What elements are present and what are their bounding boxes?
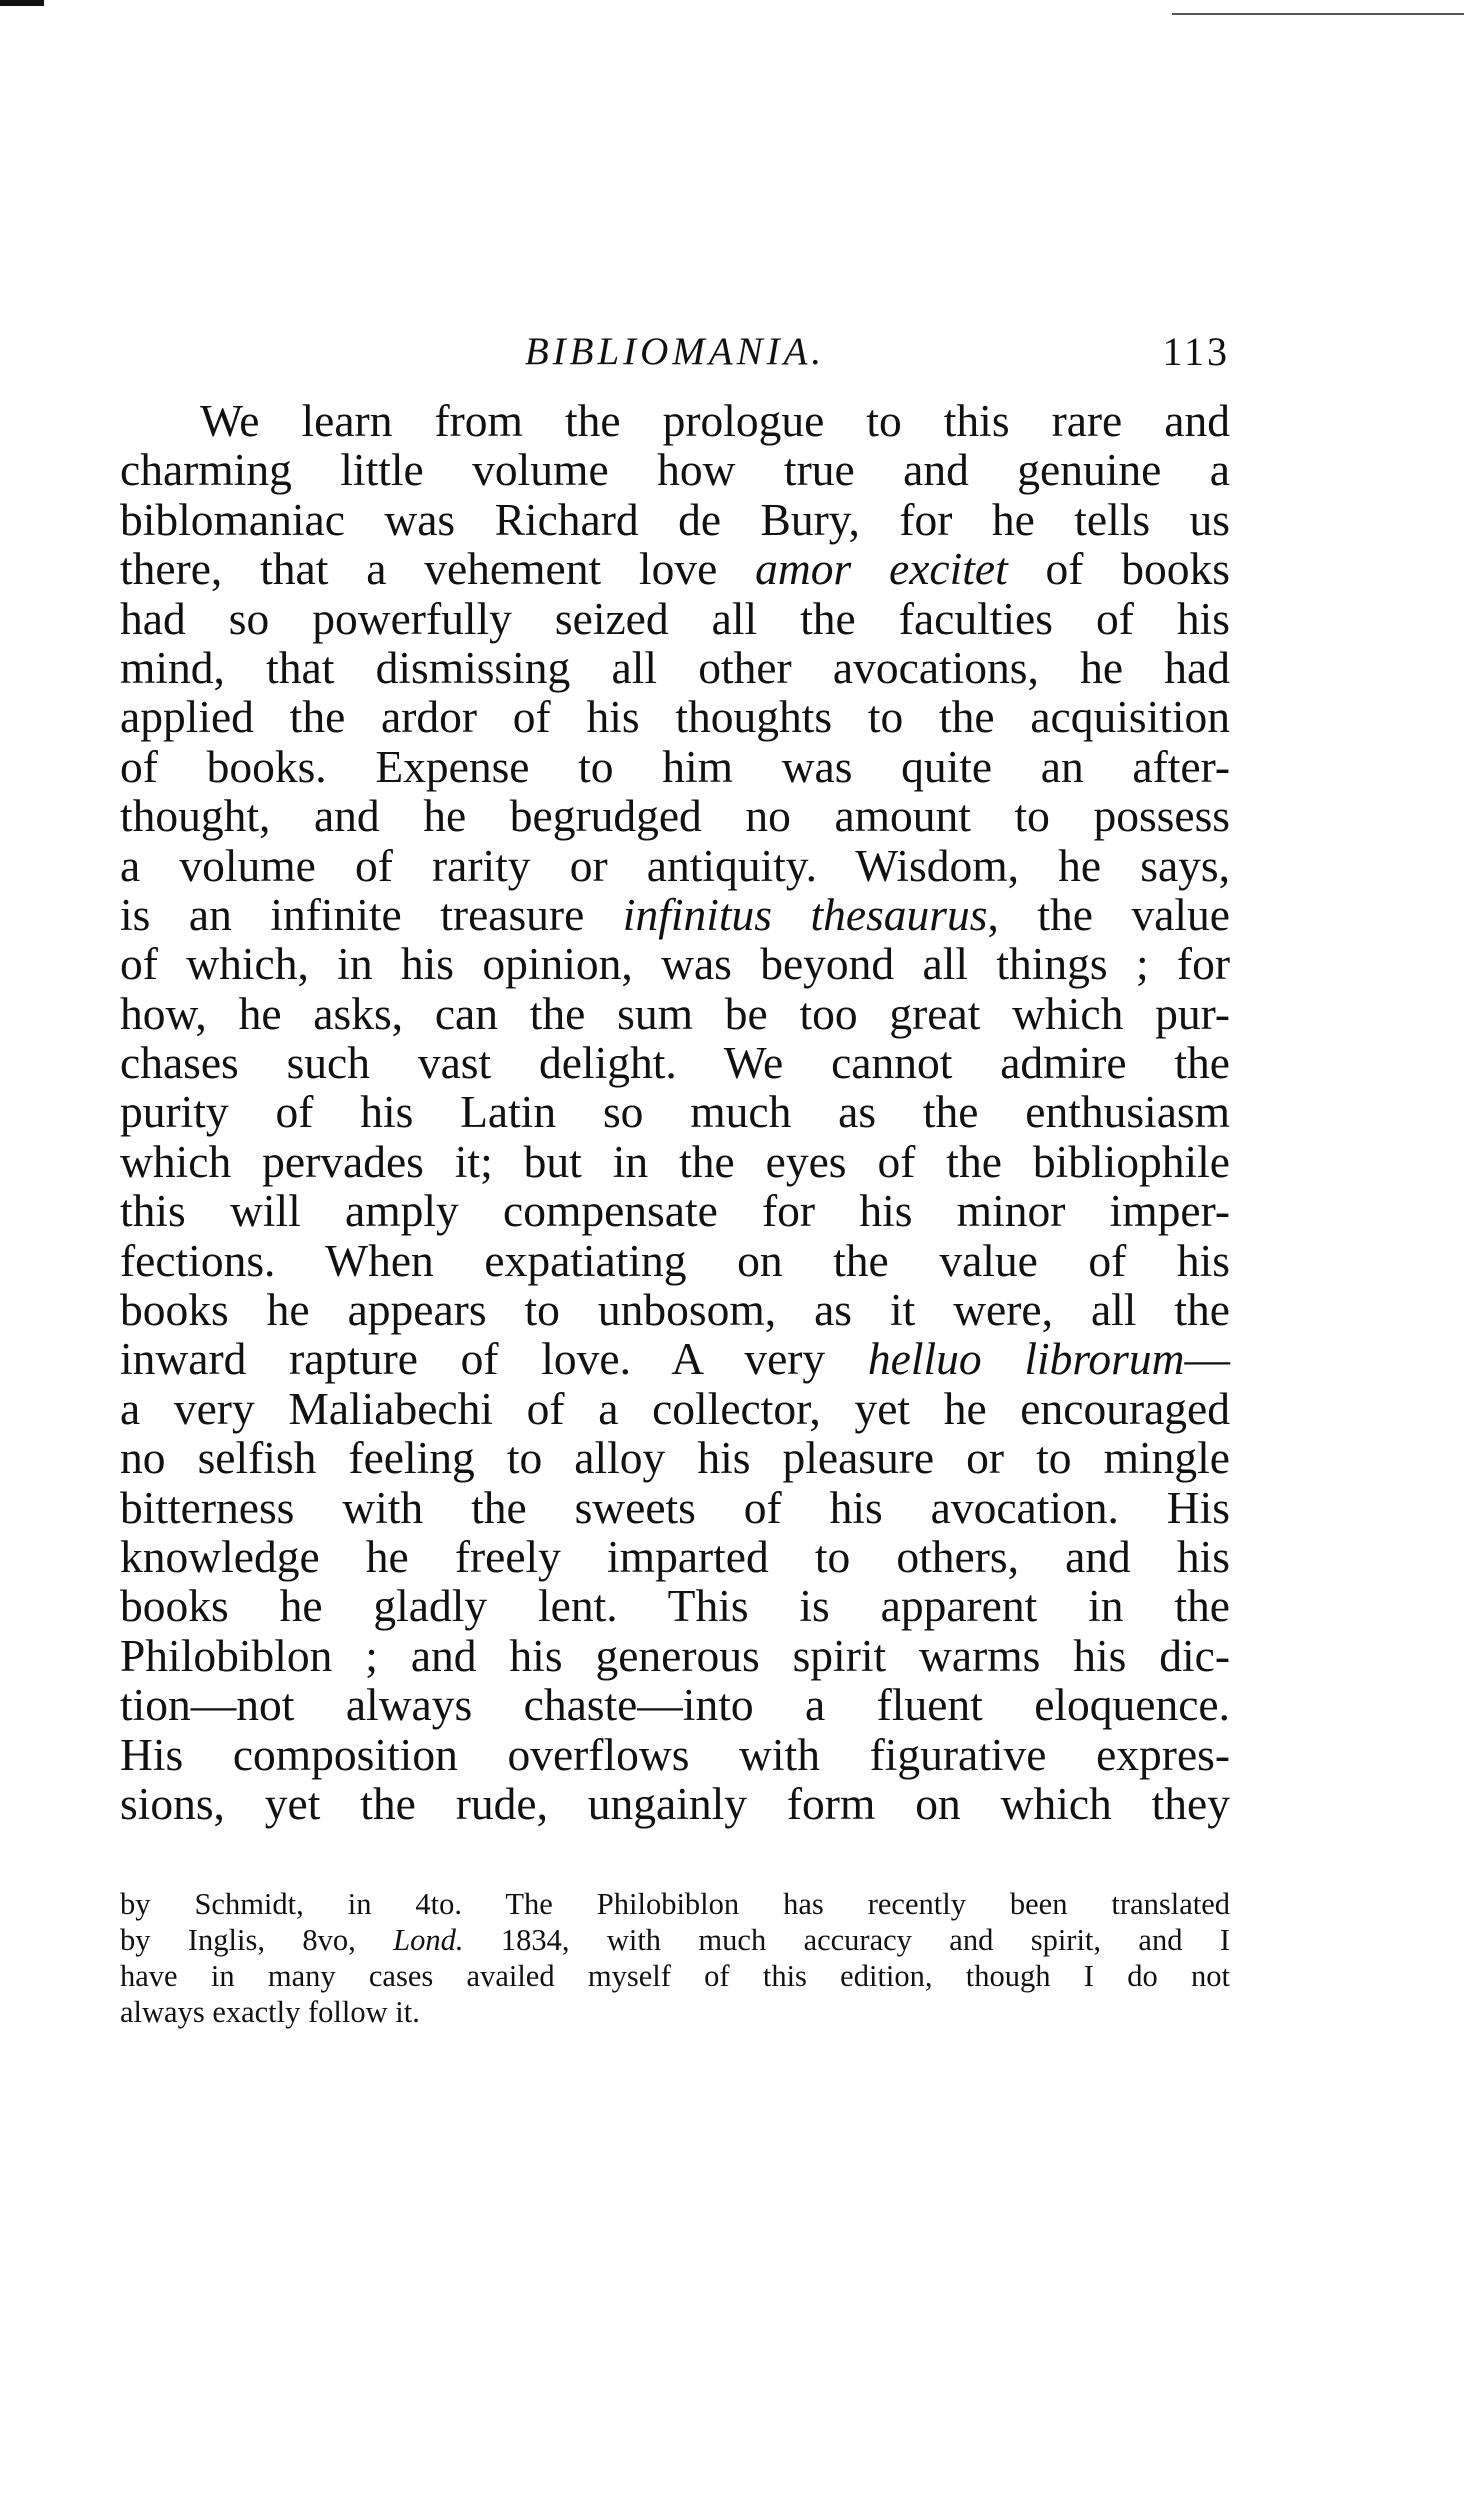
- body-line: sions, yet the rude, ungainly form on which they: [120, 1777, 1230, 1829]
- body-line: this will amply compensate for his minor imper-: [120, 1185, 1230, 1237]
- body-line: tion—not always chaste—into a fluent eloquence.: [120, 1679, 1230, 1731]
- body-line: of books. Expense to him was quite an after-: [120, 740, 1230, 792]
- body-line: had so powerfully seized all the faculties of his: [120, 592, 1230, 644]
- body-line: how, he asks, can the sum be too great which pur-: [120, 987, 1230, 1039]
- body-line: a volume of rarity or antiquity. Wisdom, he says,: [120, 839, 1230, 891]
- body-line: thought, and he begrudged no amount to possess: [120, 790, 1230, 842]
- footnote: [120, 1886, 1230, 2030]
- body-line: applied the ardor of his thoughts to the acquisition: [120, 691, 1230, 743]
- page-number: 113: [1162, 329, 1230, 374]
- latin-phrase: infinitus thesaurus: [622, 888, 988, 940]
- body-line: which pervades it; but in the eyes of the bibliophile: [120, 1135, 1230, 1187]
- running-title: BIBLIOMANIA.: [524, 330, 826, 373]
- body-line: is an infinite treasure infinitus thesaurus, the value: [120, 888, 1230, 940]
- body-line: His composition overflows with figurative expres-: [120, 1728, 1230, 1780]
- body-line: no selfish feeling to alloy his pleasure or to mingle: [120, 1432, 1230, 1484]
- running-head: [120, 322, 1230, 382]
- footnote-line: by Inglis, 8vo, Lond. 1834, with much accuracy and spirit, and I: [120, 1923, 1230, 1957]
- body-line: biblomaniac was Richard de Bury, for he tells us: [120, 493, 1230, 545]
- body-line: bitterness with the sweets of his avocation. His: [120, 1481, 1230, 1533]
- body-line: charming little volume how true and genuine a: [120, 444, 1230, 496]
- body-line: there, that a vehement love amor excitet of books: [120, 543, 1230, 595]
- body-line: books he appears to unbosom, as it were, all the: [120, 1284, 1230, 1336]
- footnote-line: by Schmidt, in 4to. The Philobiblon has recently been translated: [120, 1887, 1230, 1921]
- body-line: mind, that dismissing all other avocations, he had: [120, 641, 1230, 693]
- body-line: chases such vast delight. We cannot admire the: [120, 1037, 1230, 1089]
- latin-phrase: helluo librorum: [867, 1333, 1185, 1385]
- body-line: We learn from the prologue to this rare and: [200, 395, 1230, 446]
- body-line: knowledge he freely imparted to others, and his: [120, 1530, 1230, 1582]
- body-line: books he gladly lent. This is apparent in the: [120, 1580, 1230, 1632]
- body-line: Philobiblon ; and his generous spirit warms his dic-: [120, 1629, 1230, 1681]
- body-line: fections. When expatiating on the value of his: [120, 1234, 1230, 1286]
- latin-phrase: amor excitet: [755, 543, 1008, 595]
- body-text: [120, 396, 1230, 1828]
- corner-scan-mark: [0, 0, 44, 6]
- body-line: of which, in his opinion, was beyond all things ; for: [120, 938, 1230, 990]
- body-line: inward rapture of love. A very helluo librorum—: [120, 1333, 1230, 1385]
- body-line: purity of his Latin so much as the enthusiasm: [120, 1086, 1230, 1138]
- footnote-line: have in many cases availed myself of this edition, though I do not: [120, 1959, 1230, 1993]
- body-line: a very Maliabechi of a collector, yet he encouraged: [120, 1382, 1230, 1434]
- top-rule: [1172, 13, 1464, 15]
- footnote-italic: Lond.: [393, 1923, 464, 1957]
- footnote-line: always exactly follow it.: [120, 1995, 420, 2029]
